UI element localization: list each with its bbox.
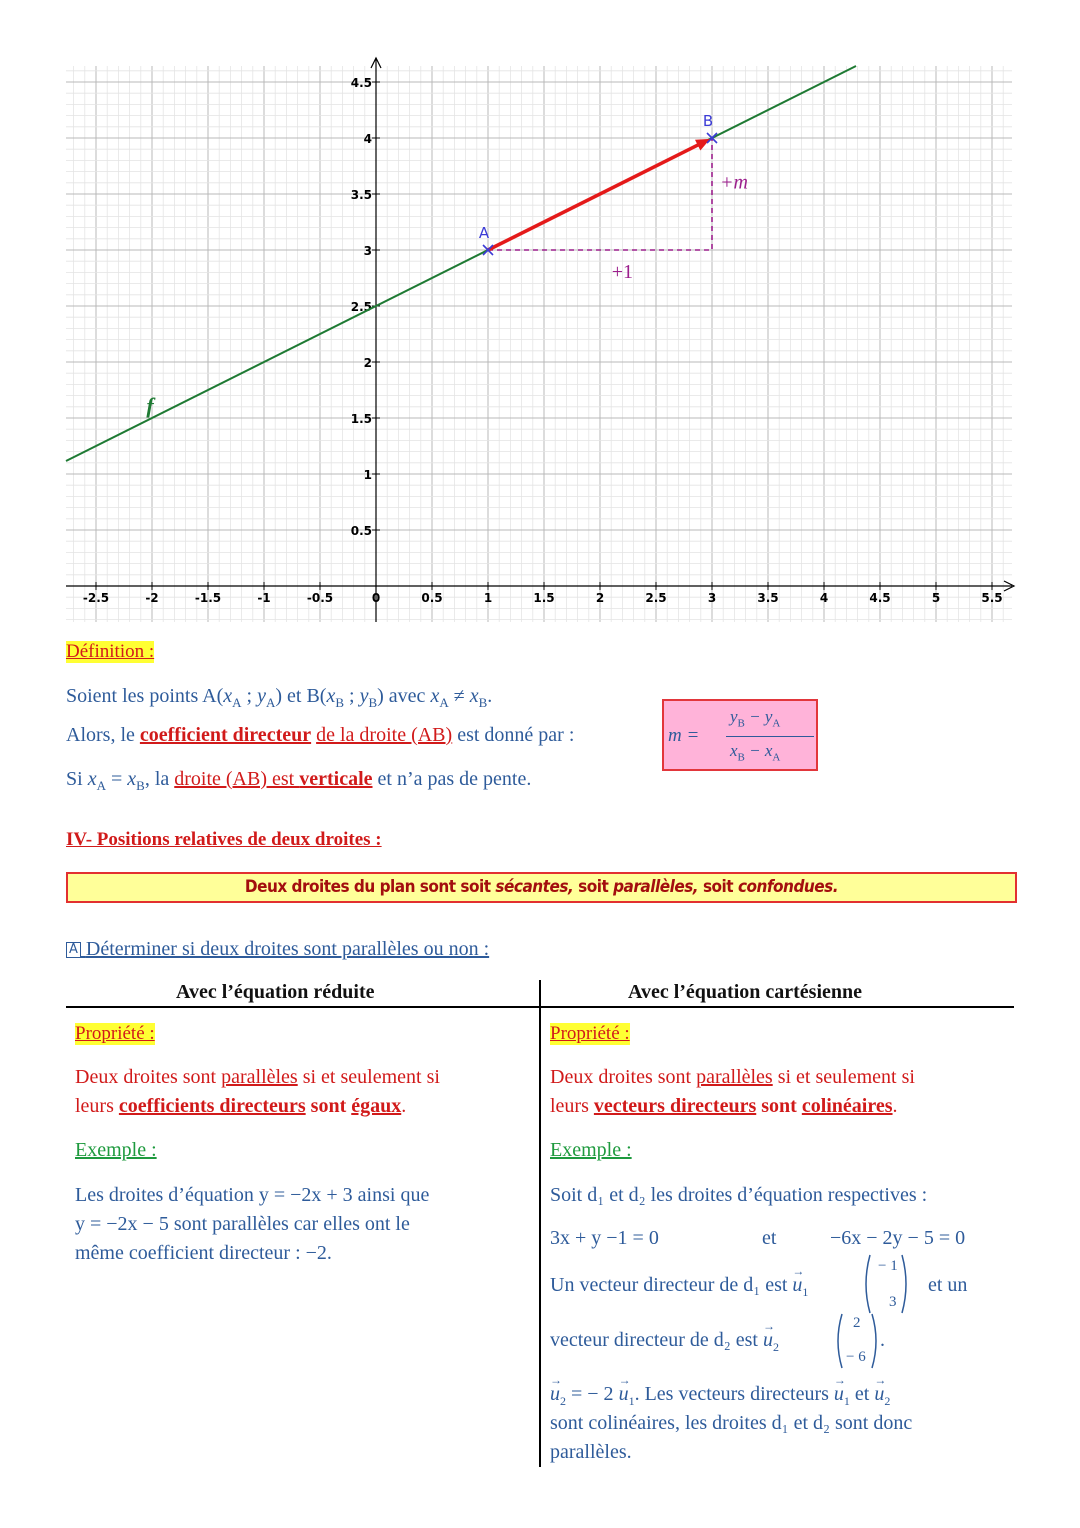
line-f: [66, 66, 856, 461]
x-tick-label: 1: [483, 591, 493, 605]
matrix-u2-bottom: − 6: [846, 1349, 866, 1365]
y-tick-label: 1: [363, 468, 372, 482]
vector-ab: [488, 143, 701, 250]
x-tick-label: 3.5: [757, 591, 779, 605]
right-et-un: et un: [928, 1274, 968, 1296]
matrix-u1-top: − 1: [878, 1258, 898, 1274]
definition-line-1: Soient les points $A(x_A$ ; $y_A$) et $B(x_B$ ; $y_B$) avec $x_A \ne x_B$.: [66, 685, 493, 710]
y-tick-label: 3.5: [350, 188, 372, 202]
right-example-line-3: Un vecteur directeur de d₁ est → $u_1$: [550, 1271, 808, 1307]
left-property-text: Deux droites sont parallèles si et seulement si leurs coefficients directeurs sont égaux.: [75, 1066, 440, 1117]
right-example-line-7: parallèles.: [550, 1441, 632, 1463]
definition-line-2: Alors, le coefficient directeur de la droite (AB) est donné par :: [66, 724, 575, 746]
x-tick-label: 0: [371, 591, 381, 605]
section-title: IV- Positions relatives de deux droites :: [66, 829, 382, 850]
right-example-line-1: Soit d₁ et d₂ les droites d’équation respectives :: [550, 1184, 928, 1206]
x-tick-label: 2: [595, 591, 605, 605]
x-tick-label: 1.5: [533, 591, 555, 605]
x-tick-label: 4.5: [869, 591, 891, 605]
definition-line-3: Si $x_A = x_B$, la droite (AB) est verticale et n’a pas de pente.: [66, 768, 532, 793]
right-equation-2: −6x − 2y − 5 = 0: [830, 1227, 966, 1249]
subsection-a-icon: A: [66, 942, 81, 958]
left-column-head: Avec l’équation réduite: [176, 981, 375, 1003]
right-period: .: [880, 1329, 885, 1351]
annotation-dy: +m: [720, 171, 748, 194]
right-property-text: Deux droites sont parallèles si et seulement si leurs vecteurs directeurs sont colinéaires.: [550, 1066, 915, 1117]
positions-banner: Deux droites du plan sont soit sécantes, soit parallèles, soit confondues.: [66, 872, 1017, 903]
x-tick-label: 4: [819, 591, 829, 605]
chart-marks: [66, 66, 856, 461]
x-tick-label: 3: [707, 591, 717, 605]
annotation-dx: +1: [611, 261, 634, 283]
line-f-label: f: [146, 392, 154, 418]
x-tick-label: 0.5: [421, 591, 443, 605]
x-tick-label: -1.5: [194, 591, 222, 605]
point-label-B: B: [702, 112, 714, 130]
right-et: et: [762, 1227, 777, 1249]
y-tick-label: 4.5: [350, 76, 372, 90]
right-equation-1: 3x + y −1 = 0: [550, 1227, 659, 1249]
matrix-u2-top: 2: [853, 1315, 861, 1331]
right-example-line-5: → $u_2$ = − $2 \to u_1$. Les vecteurs directeurs → $u_1$ et → $u_2$: [550, 1380, 890, 1416]
x-tick-label: 5.5: [981, 591, 1003, 605]
formula-m: m =: [668, 725, 700, 746]
y-tick-label: 0.5: [350, 524, 372, 538]
left-example-text: Les droites d’équation y = −2x + 3 ainsi que y = −2x − 5 sont parallèles car elles ont le même coefficient directeur : −2.: [75, 1184, 430, 1264]
matrix-u1-bottom: 3: [889, 1294, 897, 1310]
y-tick-label: 2.5: [350, 300, 372, 314]
x-tick-label: -2.5: [82, 591, 110, 605]
right-example-line-4: vecteur directeur de d₂ est → $u_2$: [550, 1326, 779, 1362]
x-tick-label: 5: [931, 591, 941, 605]
grid: [66, 66, 1012, 622]
y-tick-label: 1.5: [350, 412, 372, 426]
formula-numerator: $y_B - y_A$: [730, 707, 781, 730]
x-tick-label: 2.5: [645, 591, 667, 605]
column-divider: [539, 980, 541, 1467]
fraction-bar: [726, 736, 814, 737]
y-tick-label: 3: [363, 244, 372, 258]
x-tick-label: -2: [145, 591, 159, 605]
x-tick-label: -0.5: [306, 591, 334, 605]
y-tick-label: 2: [363, 356, 372, 370]
x-tick-label: -1: [257, 591, 271, 605]
left-example-title: Exemple :: [75, 1139, 157, 1161]
y-tick-label: 4: [363, 132, 372, 146]
slope-formula-box: [662, 699, 818, 771]
function-graph: [0, 0, 1080, 630]
right-example-title: Exemple :: [550, 1139, 632, 1161]
right-property-title: Propriété :: [550, 1023, 630, 1044]
right-column-head: Avec l’équation cartésienne: [628, 981, 863, 1003]
left-property-title: Propriété :: [75, 1023, 155, 1044]
right-example-line-6: sont colinéaires, les droites d₁ et d₂ sont donc: [550, 1412, 913, 1434]
formula-denominator: $x_B - x_A$: [730, 741, 781, 764]
subsection-title: A Déterminer si deux droites sont parallèles ou non :: [66, 935, 489, 964]
point-label-A: A: [478, 224, 490, 242]
definition-title: Définition :: [66, 641, 155, 662]
